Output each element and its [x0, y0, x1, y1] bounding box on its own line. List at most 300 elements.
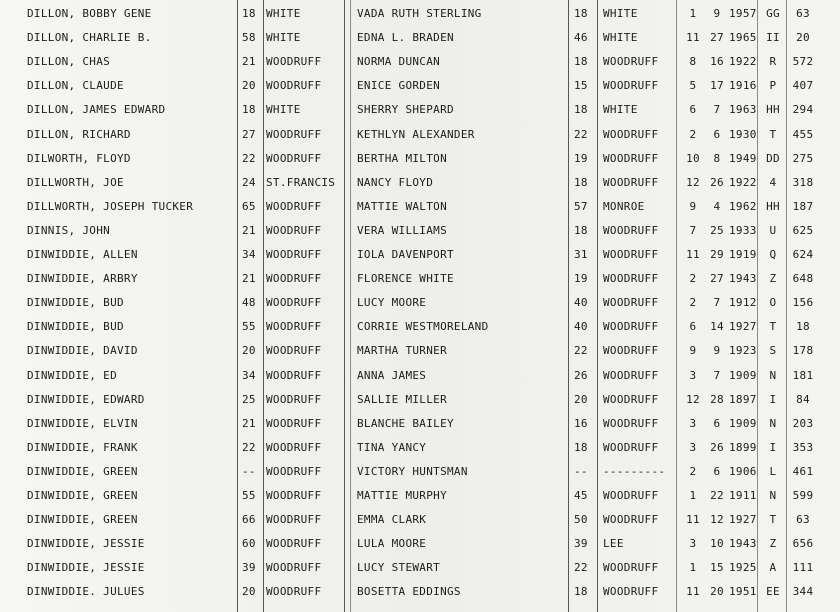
bride-residence: WOODRUFF: [603, 368, 659, 382]
marriage-year: 1916: [729, 79, 757, 93]
bride-residence: WOODRUFF: [603, 440, 659, 454]
bride-name: EMMA CLARK: [357, 513, 427, 527]
marriage-day: 9: [713, 344, 721, 358]
marriage-year: 1930: [729, 127, 757, 141]
marriage-day: 25: [710, 223, 724, 237]
marriage-month: 3: [689, 537, 697, 551]
table-row: [0, 364, 840, 388]
bride-residence: WOODRUFF: [603, 151, 659, 165]
record-book: L: [769, 464, 777, 478]
bride-name: NANCY FLOYD: [357, 175, 434, 189]
bride-age: 18: [574, 223, 588, 237]
table-row: [0, 508, 840, 532]
bride-name: MATTIE MURPHY: [357, 489, 447, 502]
groom-age: 58: [242, 31, 256, 45]
bride-name: EDNA L. BRADEN: [357, 31, 454, 45]
groom-age: 65: [242, 199, 256, 213]
record-page: 344: [792, 585, 814, 599]
bride-residence: WOODRUFF: [603, 416, 659, 430]
bride-residence: WOODRUFF: [603, 320, 659, 334]
bride-residence: WOODRUFF: [603, 55, 659, 69]
marriage-month: 1: [689, 561, 697, 575]
groom-residence: WOODRUFF: [266, 55, 322, 69]
record-book: II: [766, 31, 780, 45]
groom-name: DINWIDDIE, DAVID: [27, 344, 138, 358]
groom-name: DILLWORTH, JOSEPH TUCKER: [27, 199, 194, 213]
record-book: R: [769, 55, 777, 69]
groom-name: DINWIDDIE, FRANK: [27, 440, 138, 454]
marriage-month: 1: [689, 489, 697, 502]
bride-age: 40: [574, 296, 588, 310]
marriage-day: 17: [710, 79, 724, 93]
marriage-month: 12: [686, 392, 700, 406]
groom-residence: WOODRUFF: [266, 127, 322, 141]
bride-name: BERTHA MILTON: [357, 151, 447, 165]
groom-age: 24: [242, 175, 256, 189]
bride-residence: MONROE: [603, 199, 645, 213]
groom-name: DILLON, CLAUDE: [27, 79, 124, 93]
bride-residence: WOODRUFF: [603, 489, 659, 502]
groom-residence: WOODRUFF: [266, 440, 322, 454]
record-page: 181: [792, 368, 814, 382]
bride-age: 46: [574, 31, 588, 45]
marriage-day: 7: [713, 103, 721, 117]
groom-name: DINWIDDIE, GREEN: [27, 513, 138, 527]
groom-name: DILWORTH, FLOYD: [27, 151, 131, 165]
marriage-month: 5: [689, 79, 697, 93]
bride-name: LUCY MOORE: [357, 296, 427, 310]
marriage-month: 9: [689, 344, 697, 358]
bride-age: 50: [574, 513, 588, 527]
groom-age: 34: [242, 368, 256, 382]
groom-residence: WOODRUFF: [266, 199, 322, 213]
record-page: 63: [796, 7, 810, 20]
marriage-month: 6: [689, 103, 697, 117]
table-row: [0, 2, 840, 26]
marriage-month: 2: [689, 127, 697, 141]
groom-name: DINWIDDIE, EDWARD: [27, 392, 145, 406]
bride-name: BLANCHE BAILEY: [357, 416, 454, 430]
marriage-day: 28: [710, 392, 724, 406]
marriage-year: 1922: [729, 175, 757, 189]
bride-age: 18: [574, 7, 588, 20]
groom-name: DINWIDDIE, ED: [27, 368, 117, 382]
groom-name: DINWIDDIE, ARBRY: [27, 272, 138, 286]
groom-residence: WOODRUFF: [266, 296, 322, 310]
record-page: 461: [792, 464, 814, 478]
groom-age: 21: [242, 272, 256, 286]
table-row: [0, 484, 840, 508]
marriage-day: 6: [713, 464, 721, 478]
marriage-year: 1911: [729, 489, 757, 502]
table-row: [0, 98, 840, 122]
marriage-day: 12: [710, 513, 724, 527]
bride-residence: WHITE: [603, 7, 638, 20]
groom-residence: WOODRUFF: [266, 248, 322, 261]
groom-age: 22: [242, 151, 256, 165]
marriage-month: 8: [689, 55, 697, 69]
bride-age: 16: [574, 416, 588, 430]
groom-name: DILLON, JAMES EDWARD: [27, 103, 166, 117]
groom-age: 27: [242, 127, 256, 141]
marriage-year: 1906: [729, 464, 757, 478]
marriage-month: 11: [686, 248, 700, 261]
groom-residence: WOODRUFF: [266, 489, 322, 502]
bride-name: NORMA DUNCAN: [357, 55, 441, 69]
table-row: [0, 219, 840, 243]
record-page: 624: [792, 248, 814, 261]
marriage-year: 1925: [729, 561, 757, 575]
groom-age: 18: [242, 103, 256, 117]
groom-age: 21: [242, 416, 256, 430]
bride-name: ENICE GORDEN: [357, 79, 441, 93]
groom-age: 55: [242, 489, 256, 502]
groom-age: 20: [242, 344, 256, 358]
bride-name: LUCY STEWART: [357, 561, 441, 575]
record-page: 275: [792, 151, 814, 165]
record-page: 63: [796, 513, 810, 527]
record-book: T: [769, 127, 777, 141]
groom-residence: ST.FRANCIS: [266, 175, 336, 189]
record-book: O: [769, 296, 777, 310]
marriage-month: 9: [689, 199, 697, 213]
record-book: Z: [769, 272, 777, 286]
marriage-month: 7: [689, 223, 697, 237]
marriage-year: 1927: [729, 320, 757, 334]
marriage-day: 22: [710, 489, 724, 502]
groom-residence: WOODRUFF: [266, 368, 322, 382]
groom-name: DINWIDDIE, BUD: [27, 296, 124, 310]
record-page: 20: [796, 31, 810, 45]
groom-residence: WOODRUFF: [266, 513, 322, 527]
bride-name: VERA WILLIAMS: [357, 223, 447, 237]
bride-name: FLORENCE WHITE: [357, 272, 454, 286]
bride-age: 31: [574, 248, 588, 261]
groom-age: 22: [242, 440, 256, 454]
marriage-day: 16: [710, 55, 724, 69]
marriage-year: 1922: [729, 55, 757, 69]
groom-age: 48: [242, 296, 256, 310]
bride-residence: WOODRUFF: [603, 79, 659, 93]
bride-name: MATTIE WALTON: [357, 199, 447, 213]
table-row: [0, 195, 840, 219]
record-page: 18: [796, 320, 810, 334]
record-book: I: [769, 440, 777, 454]
marriage-day: 14: [710, 320, 724, 334]
marriage-month: 12: [686, 175, 700, 189]
marriage-day: 6: [713, 416, 721, 430]
bride-age: 45: [574, 489, 588, 502]
groom-residence: WOODRUFF: [266, 416, 322, 430]
bride-residence: WOODRUFF: [603, 223, 659, 237]
record-page: 407: [792, 79, 814, 93]
marriage-year: 1923: [729, 344, 757, 358]
record-book: I: [769, 392, 777, 406]
bride-residence: WOODRUFF: [603, 296, 659, 310]
record-page: 294: [792, 103, 814, 117]
marriage-month: 10: [686, 151, 700, 165]
groom-age: --: [242, 464, 256, 478]
bride-residence: WOODRUFF: [603, 344, 659, 358]
record-page: 318: [792, 175, 814, 189]
marriage-month: 3: [689, 368, 697, 382]
table-row: [0, 388, 840, 412]
marriage-day: 10: [710, 537, 724, 551]
groom-residence: WOODRUFF: [266, 464, 322, 478]
record-book: HH: [766, 103, 780, 117]
bride-name: VADA RUTH STERLING: [357, 7, 482, 20]
groom-age: 34: [242, 248, 256, 261]
groom-residence: WOODRUFF: [266, 223, 322, 237]
table-row: [0, 460, 840, 484]
groom-residence: WOODRUFF: [266, 561, 322, 575]
marriage-month: 11: [686, 31, 700, 45]
groom-name: DINWIDDIE. JULUES: [27, 585, 145, 599]
marriage-day: 27: [710, 272, 724, 286]
bride-age: 40: [574, 320, 588, 334]
record-page: 84: [796, 392, 810, 406]
record-book: N: [769, 489, 777, 502]
bride-age: 15: [574, 79, 588, 93]
bride-age: 18: [574, 440, 588, 454]
groom-residence: WHITE: [266, 103, 301, 117]
groom-name: DINWIDDIE, JESSIE: [27, 561, 145, 575]
bride-name: SALLIE MILLER: [357, 392, 447, 406]
groom-age: 18: [242, 7, 256, 20]
table-row: [0, 74, 840, 98]
record-page: 203: [792, 416, 814, 430]
record-page: 353: [792, 440, 814, 454]
marriage-year: 1909: [729, 368, 757, 382]
record-book: GG: [766, 7, 780, 20]
marriage-year: 1951: [729, 585, 757, 599]
bride-age: 39: [574, 537, 588, 551]
record-book: U: [769, 223, 777, 237]
bride-age: 20: [574, 392, 588, 406]
bride-name: BOSETTA EDDINGS: [357, 585, 461, 599]
groom-name: DILLON, BOBBY GENE: [27, 7, 152, 20]
bride-residence: WOODRUFF: [603, 561, 659, 575]
marriage-year: 1963: [729, 103, 757, 117]
table-row: [0, 532, 840, 556]
groom-name: DILLON, CHAS: [27, 55, 111, 69]
bride-residence: WOODRUFF: [603, 175, 659, 189]
groom-residence: WOODRUFF: [266, 272, 322, 286]
table-row: [0, 26, 840, 50]
bride-residence: WOODRUFF: [603, 392, 659, 406]
groom-age: 55: [242, 320, 256, 334]
bride-residence: ---------: [603, 464, 666, 478]
table-row: [0, 436, 840, 460]
bride-name: VICTORY HUNTSMAN: [357, 464, 468, 478]
marriage-day: 4: [713, 199, 721, 213]
record-page: 599: [792, 489, 814, 502]
record-book: 4: [769, 175, 777, 189]
bride-residence: WOODRUFF: [603, 513, 659, 527]
table-row: [0, 556, 840, 580]
groom-age: 21: [242, 223, 256, 237]
marriage-day: 6: [713, 127, 721, 141]
groom-residence: WOODRUFF: [266, 320, 322, 334]
table-row: [0, 147, 840, 171]
bride-age: 22: [574, 127, 588, 141]
bride-residence: WOODRUFF: [603, 248, 659, 261]
record-page: 625: [792, 223, 814, 237]
table-row: [0, 339, 840, 363]
marriage-year: 1899: [729, 440, 757, 454]
marriage-year: 1919: [729, 248, 757, 261]
record-book: S: [769, 344, 777, 358]
groom-age: 60: [242, 537, 256, 551]
marriage-month: 11: [686, 585, 700, 599]
bride-name: ANNA JAMES: [357, 368, 427, 382]
marriage-year: 1927: [729, 513, 757, 527]
marriage-month: 2: [689, 464, 697, 478]
marriage-year: 1957: [729, 7, 757, 20]
marriage-month: 1: [689, 7, 697, 20]
bride-age: 18: [574, 55, 588, 69]
bride-age: 19: [574, 151, 588, 165]
marriage-month: 2: [689, 296, 697, 310]
record-book: HH: [766, 199, 780, 213]
record-page: 187: [792, 199, 814, 213]
groom-age: 20: [242, 585, 256, 599]
bride-name: IOLA DAVENPORT: [357, 248, 454, 261]
marriage-month: 3: [689, 416, 697, 430]
groom-residence: WOODRUFF: [266, 537, 322, 551]
groom-name: DINWIDDIE, ALLEN: [27, 248, 138, 261]
bride-name: MARTHA TURNER: [357, 344, 447, 358]
groom-residence: WHITE: [266, 31, 301, 45]
record-page: 455: [792, 127, 814, 141]
groom-name: DINWIDDIE, JESSIE: [27, 537, 145, 551]
marriage-day: 27: [710, 31, 724, 45]
table-row: [0, 171, 840, 195]
table-row: [0, 291, 840, 315]
groom-age: 21: [242, 55, 256, 69]
marriage-year: 1949: [729, 151, 757, 165]
groom-name: DINWIDDIE, BUD: [27, 320, 124, 334]
marriage-day: 26: [710, 440, 724, 454]
marriage-year: 1912: [729, 296, 757, 310]
bride-age: 22: [574, 561, 588, 575]
bride-name: CORRIE WESTMORELAND: [357, 320, 489, 334]
groom-name: DILLON, CHARLIE B.: [27, 31, 152, 45]
bride-age: 57: [574, 199, 588, 213]
marriage-year: 1897: [729, 392, 757, 406]
table-row: [0, 267, 840, 291]
bride-age: 19: [574, 272, 588, 286]
groom-residence: WOODRUFF: [266, 392, 322, 406]
groom-age: 20: [242, 79, 256, 93]
groom-residence: WOODRUFF: [266, 585, 322, 599]
bride-residence: WOODRUFF: [603, 272, 659, 286]
groom-name: DINWIDDIE, GREEN: [27, 489, 138, 502]
groom-age: 39: [242, 561, 256, 575]
record-page: 648: [792, 272, 814, 286]
bride-residence: WHITE: [603, 103, 638, 117]
marriage-year: 1943: [729, 272, 757, 286]
marriage-day: 29: [710, 248, 724, 261]
record-page: 111: [792, 561, 814, 575]
groom-name: DILLON, RICHARD: [27, 127, 131, 141]
marriage-day: 7: [713, 296, 721, 310]
marriage-year: 1909: [729, 416, 757, 430]
bride-name: TINA YANCY: [357, 440, 427, 454]
marriage-day: 20: [710, 585, 724, 599]
table-row: [0, 50, 840, 74]
bride-age: --: [574, 464, 588, 478]
table-row: [0, 123, 840, 147]
groom-name: DINWIDDIE, GREEN: [27, 464, 138, 478]
groom-name: DINWIDDIE, ELVIN: [27, 416, 138, 430]
marriage-month: 6: [689, 320, 697, 334]
record-page: 656: [792, 537, 814, 551]
bride-age: 22: [574, 344, 588, 358]
bride-name: KETHLYN ALEXANDER: [357, 127, 475, 141]
table-row: [0, 315, 840, 339]
bride-name: SHERRY SHEPARD: [357, 103, 454, 117]
record-book: N: [769, 416, 777, 430]
marriage-day: 15: [710, 561, 724, 575]
groom-residence: WOODRUFF: [266, 344, 322, 358]
bride-age: 18: [574, 175, 588, 189]
marriage-day: 26: [710, 175, 724, 189]
groom-residence: WOODRUFF: [266, 151, 322, 165]
marriage-year: 1943: [729, 537, 757, 551]
bride-residence: WOODRUFF: [603, 127, 659, 141]
record-book: Z: [769, 537, 777, 551]
marriage-year: 1933: [729, 223, 757, 237]
marriage-year: 1962: [729, 199, 757, 213]
table-row: [0, 243, 840, 267]
record-book: A: [769, 561, 777, 575]
marriage-month: 2: [689, 272, 697, 286]
record-book: P: [769, 79, 777, 93]
marriage-day: 8: [713, 151, 721, 165]
groom-age: 66: [242, 513, 256, 527]
marriage-year: 1965: [729, 31, 757, 45]
record-book: Q: [769, 248, 777, 261]
bride-age: 18: [574, 103, 588, 117]
marriage-day: 9: [713, 7, 721, 20]
bride-residence: LEE: [603, 537, 624, 551]
bride-age: 26: [574, 368, 588, 382]
table-row: [0, 580, 840, 604]
groom-residence: WOODRUFF: [266, 79, 322, 93]
table-row: [0, 412, 840, 436]
bride-name: LULA MOORE: [357, 537, 427, 551]
record-book: DD: [766, 151, 780, 165]
record-book: T: [769, 320, 777, 334]
marriage-day: 7: [713, 368, 721, 382]
bride-age: 18: [574, 585, 588, 599]
groom-name: DINNIS, JOHN: [27, 223, 111, 237]
groom-residence: WHITE: [266, 7, 301, 20]
groom-name: DILLWORTH, JOE: [27, 175, 124, 189]
record-book: EE: [766, 585, 780, 599]
marriage-month: 3: [689, 440, 697, 454]
marriage-month: 11: [686, 513, 700, 527]
bride-residence: WHITE: [603, 31, 638, 45]
record-page: 178: [792, 344, 814, 358]
record-page: 156: [792, 296, 814, 310]
groom-age: 25: [242, 392, 256, 406]
record-page: 572: [792, 55, 814, 69]
record-book: T: [769, 513, 777, 527]
record-book: N: [769, 368, 777, 382]
bride-residence: WOODRUFF: [603, 585, 659, 599]
